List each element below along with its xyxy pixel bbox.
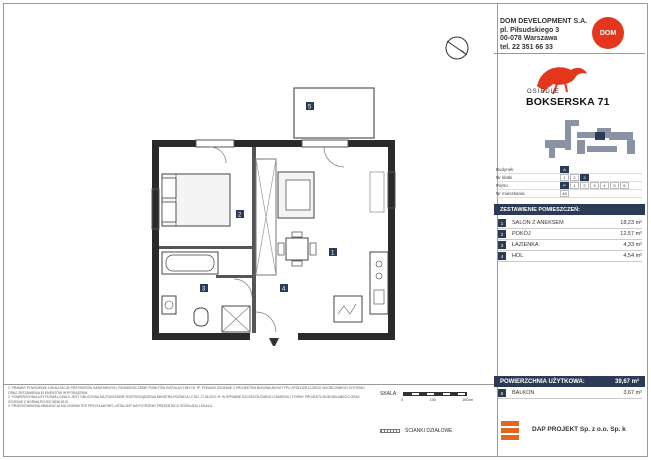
estate-label: OSIEDLE [527, 89, 561, 95]
architect-name: DAP PROJEKT Sp. z o.o. Sp. k [532, 426, 626, 433]
room-name: POKÓJ [512, 231, 531, 237]
partition-wall-swatch-icon [380, 429, 400, 433]
company-info [500, 18, 600, 52]
room-row [498, 218, 642, 229]
partition-wall-label: ŚCIANKI DZIAŁOWE [405, 428, 453, 434]
scale-bar [403, 392, 467, 396]
info-row-building [496, 166, 642, 174]
company-address-line1: pl. Piłsudskiego 3 [500, 26, 560, 34]
info-cell: 1 [570, 182, 579, 189]
scale-label: SKALA: [380, 391, 398, 397]
balcony-row [498, 388, 642, 399]
plan-notes [8, 386, 368, 409]
north-compass-icon [443, 34, 471, 62]
room-area: 12,57 m² [620, 231, 642, 237]
partition-wall-legend [380, 428, 453, 434]
info-label: Nr klatki [496, 175, 513, 180]
apartment-floor-plan [148, 84, 400, 346]
header-separator [494, 53, 645, 54]
balcony-name: BALKON [512, 390, 535, 396]
room-number: 1 [498, 219, 506, 227]
company-address-line2: 00-078 Warszawa [500, 35, 558, 42]
info-cell: 45 [560, 190, 569, 197]
scale-tick: 0 [401, 398, 403, 402]
dom-logo-text: DOM [599, 29, 617, 37]
scale-ticks [401, 398, 473, 402]
scale-tick: 100 [429, 398, 436, 402]
room-name: HOL [512, 253, 524, 259]
info-cell: 4 [600, 182, 609, 189]
room-name: SALON Z ANEKSEM [512, 220, 564, 226]
site-plan-icon [537, 118, 642, 160]
info-row-floor [496, 182, 642, 190]
company-name: DOM DEVELOPMENT S.A. [500, 18, 588, 25]
usable-area-label: POWIERZCHNIA UŻYTKOWA: [500, 378, 585, 385]
room-name: ŁAZIENKA [512, 242, 539, 248]
balcony-number: 5 [498, 389, 506, 397]
usable-area-bar [494, 376, 645, 387]
company-phone: tel. 22 351 66 33 [500, 43, 553, 51]
info-cell: 2 [570, 174, 579, 181]
room-number: 3 [498, 241, 506, 249]
note-item: 3. PRZEDSTAWIONA ARANŻACJA MA CHARAKTER PRZYKŁADOWY, USTALONY NA POTRZEBY PREZENTACJI ROZKŁADU LOKALU. [8, 404, 213, 409]
usable-area-value: 39,67 m² [614, 378, 639, 385]
scale-tick: 200cm [462, 398, 473, 402]
room-row [498, 240, 642, 251]
unit-info-table [496, 166, 642, 198]
room-number: 2 [498, 230, 506, 238]
room-area: 4,33 m² [623, 242, 642, 248]
room-number: 4 [498, 252, 506, 260]
balcony-area: 3,67 m² [623, 390, 642, 396]
estate-name: BOKSERSKA 71 [526, 96, 610, 108]
info-cell: A [560, 166, 569, 173]
dap-projekt-logo-icon [501, 421, 519, 441]
note-item: 2. POWIERZCHNIA UŻYTKOWA LOKALU JEST OBLICZONA NA PODSTAWIE ROZPORZĄDZENIA MINISTRA ROZWOJU Z DN. 17.06.2021 R. W SPRAWIE SZCZEGÓŁOWEGO ZAKRESU I FORMY PROJEKTU BUDOWLANEGO ORAZ ZGODNIE Z NORMĄ PN-ISO 9836:2015. [8, 395, 360, 404]
info-label: Budynek [496, 167, 514, 172]
room-area: 4,54 m² [623, 253, 642, 259]
entrance-arrow-icon [269, 338, 279, 346]
dom-logo [592, 17, 624, 49]
sheet-divider-horizontal [4, 384, 497, 385]
balcony-list [498, 388, 642, 399]
plan-label-5: 5 [308, 104, 312, 111]
info-cell: 5 [610, 182, 619, 189]
rooms-heading: ZESTAWIENIE POMIESZCZEŃ: [494, 204, 645, 215]
plan-label-3: 3 [202, 286, 206, 293]
plan-label-2: 2 [238, 212, 242, 219]
info-cell: 3 [580, 174, 589, 181]
note-item: 1. PRAWNY POWSZEDNI LOKALIZACJĘ PRZYBORÓW SANITARNYCH, ROZMIESZCZENIE PUNKTÓW INSTALACYJNYCH TP. PODANO ZGODNIE Z PROJEKTEM BUDOWLANYM TYPU SPÓŁDZIELCZEGO WZORCOWEGO SYSTEMU ORAZ ZESTAWIENIA ELEMENTÓW WYPOSAŻENIA. [8, 386, 365, 395]
room-row [498, 229, 642, 240]
room-area: 18,23 m² [620, 220, 642, 226]
info-cell: 3 [590, 182, 599, 189]
info-cell: 1 [560, 174, 569, 181]
info-cell: 2 [580, 182, 589, 189]
info-label: Nr mieszkania [496, 191, 525, 196]
plan-label-1: 1 [331, 250, 335, 257]
info-cell: P [560, 182, 569, 189]
balcony-outline [294, 88, 374, 138]
info-label: Piętro [496, 183, 508, 188]
info-row-unit [496, 190, 642, 198]
room-row [498, 251, 642, 262]
info-row-stairs [496, 174, 642, 182]
info-cell: 6 [620, 182, 629, 189]
rooms-list [498, 218, 642, 262]
plan-label-4: 4 [282, 286, 286, 293]
